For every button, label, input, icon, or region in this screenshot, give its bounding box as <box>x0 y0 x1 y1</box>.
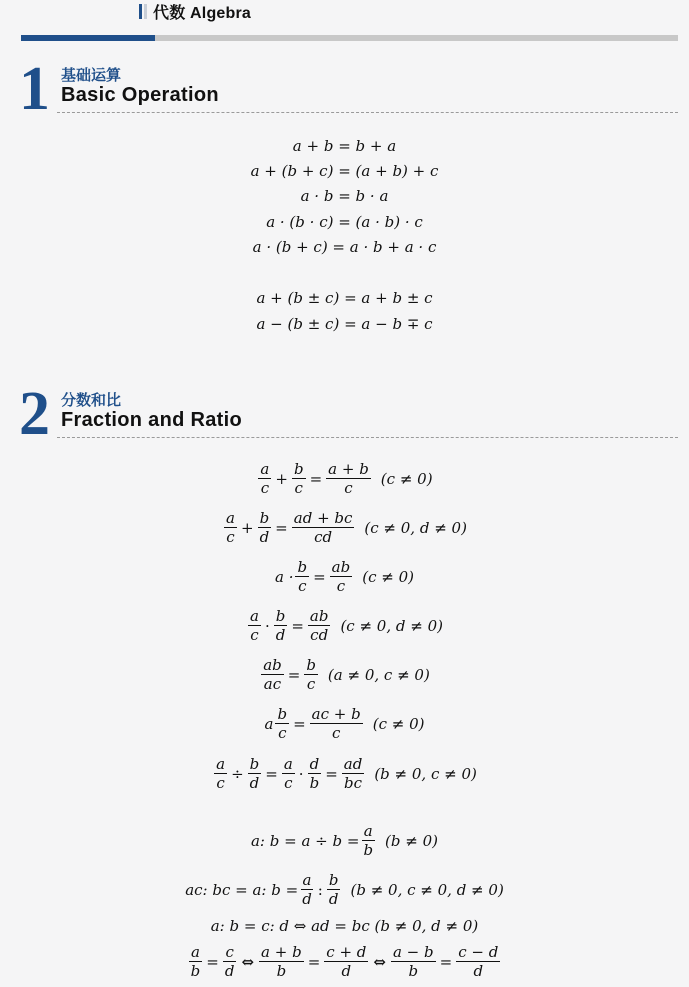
equation: $\frac{a}{b}$ = $\frac{c}{d}$ ⇔ $\frac{a + b}{b}$ = $\frac{c + d}{d}$ ⇔ $\frac{a - b}{b}$ = $\frac{c - d}{d}$ <box>190 943 499 980</box>
equation: a + (b + c) = (a + b) + c <box>250 162 439 180</box>
section-title-en: Basic Operation <box>61 84 219 106</box>
equation: ac: bc = a: b = $\frac{a}{d}$ : $\frac{b}{d}$ (b ≠ 0, c ≠ 0, d ≠ 0) <box>185 871 504 908</box>
page-title: 代数 Algebra <box>153 4 252 22</box>
equation: $\frac{a}{c}$ + $\frac{b}{d}$ = $\frac{ad + bc}{cd}$ (c ≠ 0, d ≠ 0) <box>226 509 467 546</box>
section-title-zh: 分数和比 <box>61 392 122 409</box>
equation: a · (b + c) = a · b + a · c <box>252 238 437 256</box>
section-title-zh: 基础运算 <box>61 67 122 84</box>
equation: $\frac{a}{c}$ ÷ $\frac{b}{d}$ = $\frac{a}{c}$ · $\frac{d}{b}$ = $\frac{ad}{bc}$ (b ≠ 0, c ≠ 0) <box>216 755 477 792</box>
equation: a: b = c: d ⇔ ad = bc (b ≠ 0, d ≠ 0) <box>210 917 479 935</box>
equation: a − (b ± c) = a − b ∓ c <box>256 315 433 333</box>
header-bar-icon <box>139 4 147 19</box>
section-fraction-ratio <box>19 380 678 448</box>
equation: a + b = b + a <box>292 137 397 155</box>
equation: a · b = b · a <box>300 187 389 205</box>
equation: a · (b · c) = (a · b) · c <box>266 213 423 231</box>
section-basic-operation <box>19 55 678 123</box>
equation: $\frac{a}{c}$ · $\frac{b}{d}$ = $\frac{ab}{cd}$ (c ≠ 0, d ≠ 0) <box>249 607 443 644</box>
section-number: 2 <box>19 380 50 448</box>
equation: a: b = a ÷ b = $\frac{a}{b}$ (b ≠ 0) <box>250 822 439 859</box>
equation: a · $\frac{b}{c}$ = $\frac{ab}{c}$ (c ≠ 0) <box>275 558 414 595</box>
equation: a $\frac{b}{c}$ = $\frac{ac + b}{c}$ (c ≠ 0) <box>264 705 425 742</box>
equation: $\frac{a}{c}$ + $\frac{b}{c}$ = $\frac{a + b}{c}$ (c ≠ 0) <box>260 460 433 497</box>
top-rule <box>21 35 678 41</box>
section-title-en: Fraction and Ratio <box>61 409 242 431</box>
section-divider <box>57 112 678 113</box>
section-number: 1 <box>19 55 50 123</box>
page-header <box>139 0 251 22</box>
equation: a + (b ± c) = a + b ± c <box>256 289 433 307</box>
equation: $\frac{ab}{ac}$ = $\frac{b}{c}$ (a ≠ 0, c ≠ 0) <box>263 656 430 693</box>
section-divider <box>57 437 678 438</box>
